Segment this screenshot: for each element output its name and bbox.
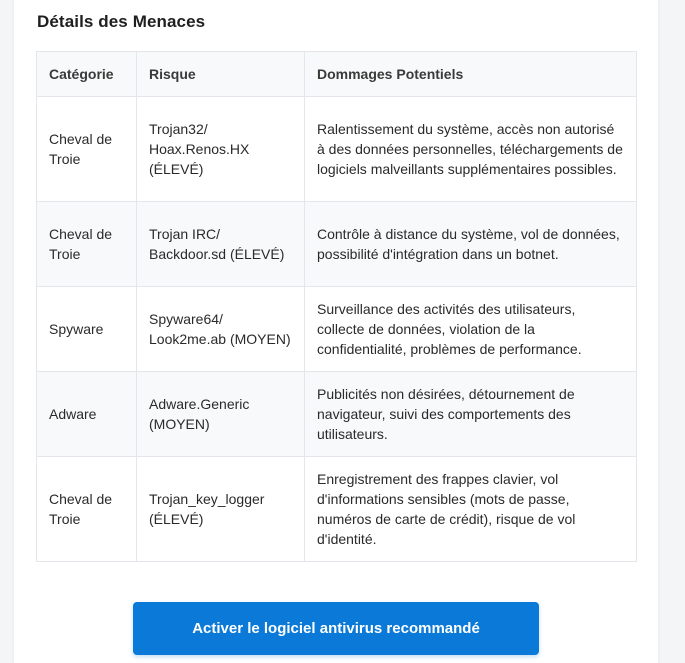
cell-category: Cheval de Troie <box>37 457 137 562</box>
cell-damage: Publicités non désirées, détournement de navigateur, suivi des comportements des utilisateurs. <box>305 372 637 457</box>
header-damage: Dommages Potentiels <box>305 52 637 97</box>
threat-table <box>36 51 637 562</box>
cell-damage: Surveillance des activités des utilisateurs, collecte de données, violation de la confidentialité, problèmes de performance. <box>305 287 637 372</box>
cell-damage: Enregistrement des frappes clavier, vol d'informations sensibles (mots de passe, numéros de carte de crédit), risque de vol d'identité. <box>305 457 637 562</box>
table-row <box>37 97 637 202</box>
table-row <box>37 202 637 287</box>
cell-category: Adware <box>37 372 137 457</box>
cell-category: Cheval de Troie <box>37 202 137 287</box>
table-header-row <box>37 52 637 97</box>
cell-risk: Adware.Generic (MOYEN) <box>137 372 305 457</box>
cell-risk: Trojan IRC/ Backdoor.sd (ÉLEVÉ) <box>137 202 305 287</box>
header-category: Catégorie <box>37 52 137 97</box>
cell-risk: Spyware64/ Look2me.ab (MOYEN) <box>137 287 305 372</box>
cell-category: Spyware <box>37 287 137 372</box>
section-title: Détails des Menaces <box>37 12 206 31</box>
cell-category: Cheval de Troie <box>37 97 137 202</box>
table-row <box>37 287 637 372</box>
header-risk: Risque <box>137 52 305 97</box>
cell-damage: Contrôle à distance du système, vol de données, possibilité d'intégration dans un botnet. <box>305 202 637 287</box>
activate-antivirus-button[interactable]: Activer le logiciel antivirus recommandé <box>133 602 539 655</box>
cell-risk: Trojan32/ Hoax.Renos.HX (ÉLEVÉ) <box>137 97 305 202</box>
cell-risk: Trojan_key_logger (ÉLEVÉ) <box>137 457 305 562</box>
table-row <box>37 457 637 562</box>
table-row <box>37 372 637 457</box>
cell-damage: Ralentissement du système, accès non autorisé à des données personnelles, téléchargements de logiciels malveillants supplémentaires possibles. <box>305 97 637 202</box>
